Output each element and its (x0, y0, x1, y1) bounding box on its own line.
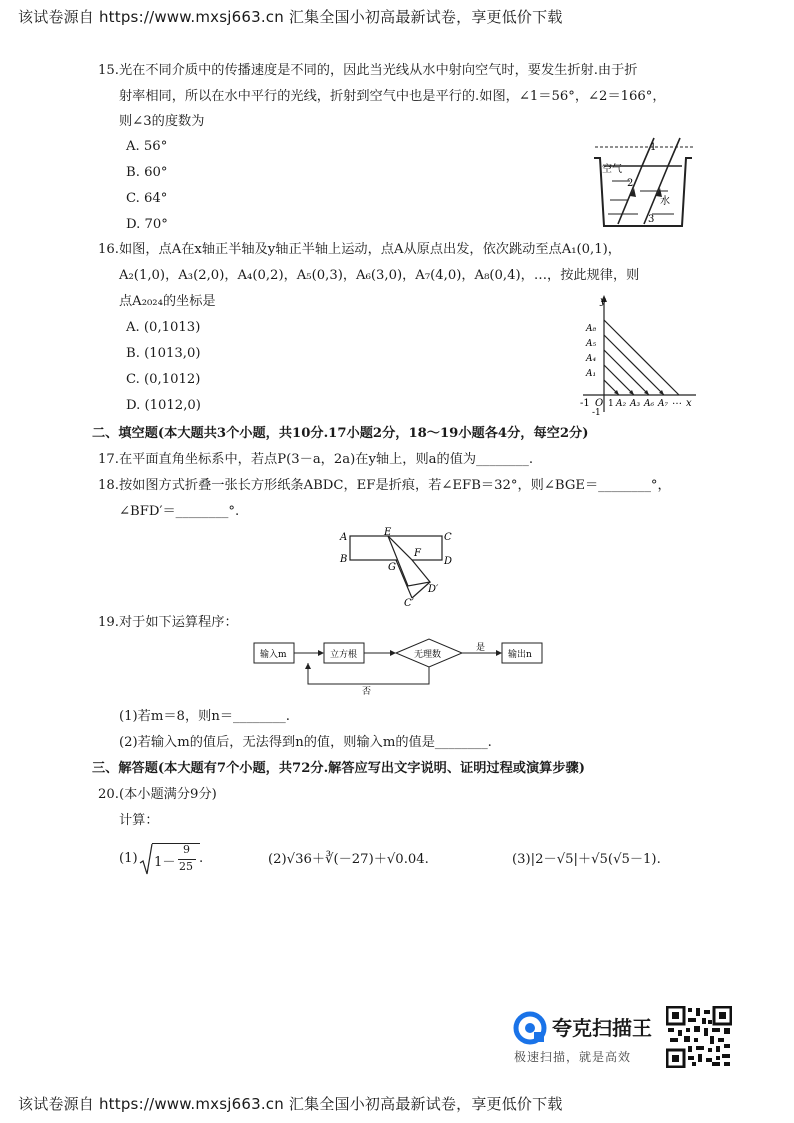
q15-option-a: A. 56° (126, 139, 168, 154)
flow-decision-label: 无理数 (414, 650, 442, 660)
label-c: C (444, 532, 452, 543)
q15-beaker-figure (590, 136, 700, 236)
continuation-dots: … (672, 396, 682, 407)
angle-3-label: 3 (648, 214, 655, 225)
x-axis-label: x (686, 398, 692, 409)
q15-line3: 则∠3的度数为 (119, 114, 205, 129)
y-point-label: A₄ (586, 354, 597, 364)
q15-option-d: D. 70° (126, 217, 168, 232)
one-label: 1 (608, 399, 614, 409)
q20-part1-numerator: 9 (183, 843, 190, 856)
section-3-title: 三、解答题(本大题有7个小题，共72分.解答应写出文字说明、证明过程或演算步骤) (92, 761, 585, 776)
x-point-label: A₃ (630, 399, 641, 409)
flow-arrow-head (318, 650, 324, 656)
jump-path (604, 335, 664, 395)
q20-calc-label: 计算： (119, 813, 159, 828)
neg-one-y-label: -1 (592, 408, 601, 416)
flow-cube-root-label: 立方根 (330, 650, 358, 660)
q15-line1: 15.光在不同介质中的传播速度是不同的，因此当光线从水中射向空气时，要发生折射.由于折 (98, 63, 638, 78)
q20-part1-suffix: . (199, 851, 204, 866)
air-label: 空气 (602, 164, 622, 175)
q20-title: 20.(本小题满分9分) (98, 787, 217, 802)
label-d-prime: D′ (428, 584, 439, 595)
label-e: E (384, 527, 392, 538)
flow-arrow-head (496, 650, 502, 656)
label-b: B (340, 554, 348, 565)
origin-label: O (595, 398, 604, 409)
label-g: G (388, 562, 396, 573)
jump-path (604, 320, 679, 395)
q15-line2: 射率相同，所以在水中平行的光线，折射到空气中也是平行的.如图，∠1＝56°，∠2＝166°， (119, 89, 666, 104)
flow-no-label: 否 (362, 687, 372, 696)
label-a: A (340, 532, 348, 543)
watermark-slogan: 极速扫描，就是高效 (514, 1050, 632, 1064)
q17-text: 17.在平面直角坐标系中，若点P(3－a，2a)在y轴上，则a的值为________. (98, 452, 534, 467)
quark-logo-icon (512, 1010, 548, 1046)
flow-input-label: 输入m (260, 650, 287, 660)
angle-2-label: 2 (627, 178, 634, 189)
q16-option-d: D. (1012,0) (126, 398, 201, 413)
flow-output-label: 输出n (508, 650, 532, 660)
x-point-label: A₆ (644, 399, 655, 409)
q20-part1-prefix: (1) (119, 851, 138, 866)
q16-option-c: C. (0,1012) (126, 372, 201, 387)
q16-coordinate-figure (578, 294, 700, 416)
q19-flowchart (252, 636, 564, 696)
q16-option-a: A. (0,1013) (126, 320, 201, 335)
q18-line1: 18.按如图方式折叠一张长方形纸条ABDC，EF是折痕，若∠EFB＝32°，则∠BGE＝________°， (98, 478, 671, 493)
q19-sub2: (2)若输入m的值后，无法得到n的值，则输入m的值是________. (119, 735, 492, 750)
neg-one-x-label: -1 (580, 398, 590, 409)
page-footer: 该试卷源自 https://www.mxsj663.cn 汇集全国小初高最新试卷，享更低价下载 (18, 1095, 563, 1113)
q16-option-b: B. (1013,0) (126, 346, 201, 361)
q18-folded-strip-figure (336, 526, 466, 608)
water-label: 水 (660, 196, 670, 207)
q19-intro: 19.对于如下运算程序： (98, 615, 238, 630)
watermark-brand: 夸克扫描王 (552, 1016, 652, 1040)
y-point-label: A₁ (586, 369, 597, 379)
q20-part1-radical-sign (139, 843, 153, 877)
y-point-label: A₅ (586, 339, 597, 349)
flow-yes-label: 是 (476, 643, 486, 653)
label-f: F (414, 548, 421, 559)
q15-option-b: B. 60° (126, 165, 168, 180)
page-header: 该试卷源自 https://www.mxsj663.cn 汇集全国小初高最新试卷，享更低价下载 (18, 8, 563, 26)
q20-part1-radicand-text: 1－ (154, 855, 176, 870)
y-axis-label: y (600, 296, 606, 307)
qr-code-icon (666, 1006, 732, 1068)
label-c-prime: C′ (404, 598, 414, 608)
q16-line2: A₂(1,0)，A₃(2,0)，A₄(0,2)，A₅(0,3)，A₆(3,0)，A₇(4,0)，A₈(0,4)，…，按此规律，则 (119, 268, 640, 283)
flow-loop-line (308, 663, 429, 684)
q15-option-c: C. 64° (126, 191, 168, 206)
q20-part2: (2)√36＋∛(－27)＋√0.04. (268, 852, 429, 867)
q20-part1-denominator: 25 (179, 860, 193, 873)
y-point-label: A₈ (586, 324, 597, 334)
section-2-title: 二、填空题(本大题共3个小题，共10分.17小题2分，18～19小题各4分，每空2分) (92, 426, 589, 441)
flow-arrow-head (305, 663, 311, 669)
x-point-label: A₇ (658, 399, 669, 409)
x-point-label: A₂ (616, 399, 627, 409)
label-d: D (444, 556, 453, 567)
q16-line3: 点A₂₀₂₄的坐标是 (119, 294, 216, 309)
folded-part (388, 536, 430, 586)
jump-path (604, 365, 634, 395)
angle-1-label: 1 (650, 142, 657, 153)
q16-line1: 16.如图，点A在x轴正半轴及y轴正半轴上运动，点A从原点出发，依次跳动至点A₁(0,1)， (98, 242, 621, 257)
q19-sub1: (1)若m＝8，则n＝________. (119, 709, 290, 724)
q20-part3: (3)|2－√5|＋√5(√5－1). (512, 852, 661, 867)
q18-line2: ∠BFD′＝________°. (119, 504, 240, 519)
light-ray-2-air (668, 138, 680, 166)
